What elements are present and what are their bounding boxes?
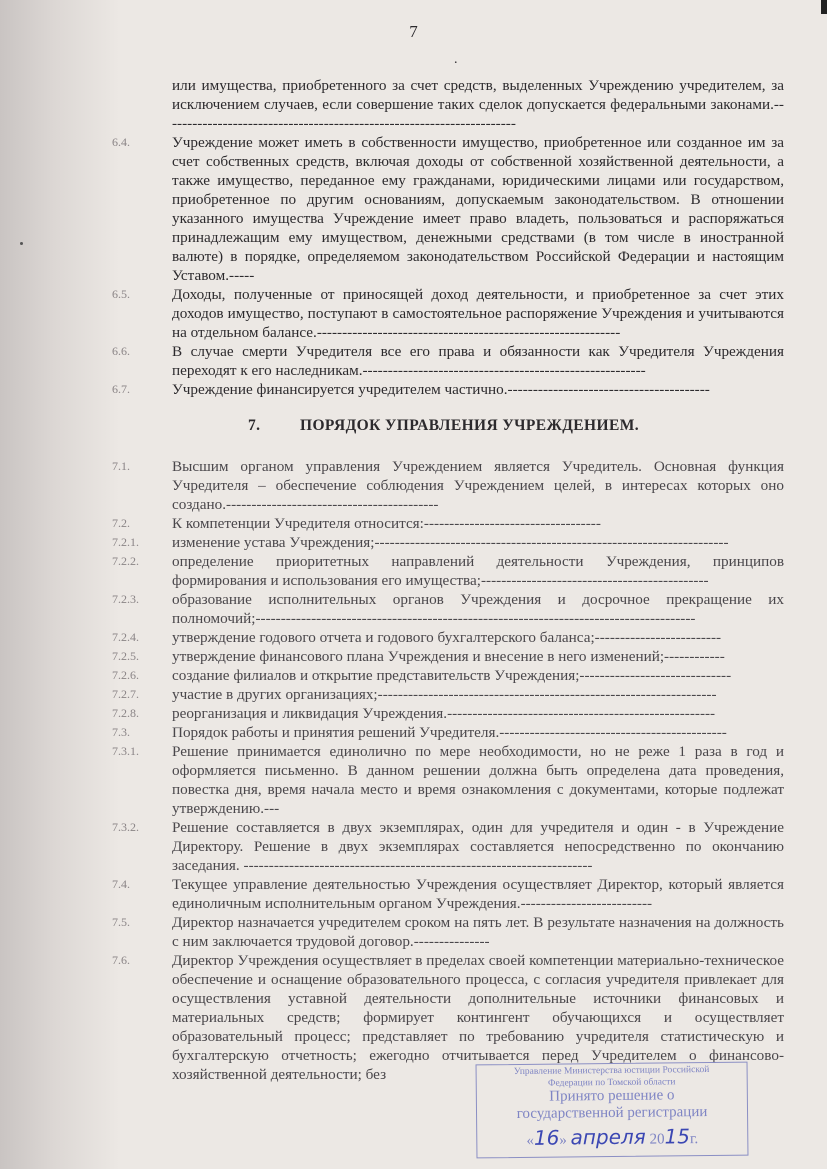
section-number: 7. [248, 417, 261, 434]
stamp-line1: Принято решение о [549, 1087, 675, 1105]
paragraph-number: 7.2.4. [112, 630, 139, 644]
corner-mark [821, 0, 827, 14]
paragraph-number: 6.7. [112, 382, 130, 396]
paragraph-number: 7.2.5. [112, 649, 139, 663]
paragraph [112, 590, 784, 628]
paragraph-text: Решение составляется в двух экземплярах, один для учредителя и один - в Учреждение Директору. Решение в двух экземплярах составляется непосредственно по окончанию заседания. --------------------------------------------------------------------- [172, 819, 784, 874]
paragraph-number: 7.2.1. [112, 535, 139, 549]
paragraph-text: Решение принимается единолично по мере необходимости, но не реже 1 раза в год и оформляется письменно. В данном решении должна быть определена дата проведения, повестка дня, время начала место и время ознакомления с документами, которые подлежат утверждению.--- [172, 743, 784, 817]
paragraph [112, 818, 784, 875]
paragraph-text: Учреждение финансируется учредителем частично.---------------------------------------- [172, 381, 710, 398]
paragraph-number: 7.3.2. [112, 820, 139, 834]
paragraphs-top [0, 76, 827, 399]
paragraph-text: Высшим органом управления Учреждением является Учредитель. Основная функция Учредителя – обеспечение соблюдения Учреждением целей, в интересах которых оно создано.------------------------------------------ [172, 458, 784, 513]
paragraph-text: Порядок работы и принятия решений Учредителя.--------------------------------------------- [172, 724, 727, 741]
stamp-line2: государственной регистрации [516, 1104, 708, 1122]
paragraph [112, 133, 784, 285]
paragraph-text: Директор Учреждения осуществляет в пределах своей компетенции материально-техническое обеспечение и оснащение образовательного процесса, с согласия учредителя привлекает для осуществления уставной деятельности дополнительные источники финансовых и материальных средств; формирует контингент обучающихся и осуществляет образовательный процесс; представляет по требованию учредителя статистическую и бухгалтерскую отчетность; ежегодно отчитывается перед Учредителем о финансово-хозяйственной деятельности; без [172, 952, 784, 1083]
paragraphs-bottom [0, 457, 827, 1084]
section-title: ПОРЯДОК УПРАВЛЕНИЯ УЧРЕЖДЕНИЕМ. [300, 417, 640, 434]
paragraph-number: 7.2.7. [112, 687, 139, 701]
paragraph [112, 704, 784, 723]
paragraph-text: участие в других организациях;------------------------------------------------------------------- [172, 686, 717, 703]
paragraph-number: 7.4. [112, 877, 130, 891]
stamp-org-line1: Управление Министерства юстиции Российской [513, 1064, 710, 1078]
paragraph [112, 552, 784, 590]
paragraph-text: образование исполнительных органов Учреждения и досрочное прекращение их полномочий;--------------------------------------------------------------------------------------- [172, 591, 784, 627]
stamp-year-suffix: 15 [664, 1124, 691, 1149]
paragraph-number: 7.2. [112, 516, 130, 530]
paragraph [112, 514, 784, 533]
paragraph [112, 742, 784, 818]
paragraph-text: Доходы, полученные от приносящей доход деятельности, и приобретенное за счет этих доходов имущество, поступают в самостоятельное распоряжение Учреждения и учитываются на отдельном балансе.------------------------------------------------------------ [172, 286, 784, 341]
stamp-year-end: г. [689, 1131, 699, 1148]
paragraph-text: определение приоритетных направлений деятельности Учреждения, принципов формирования и использования его имущества;--------------------------------------------- [172, 553, 784, 589]
paragraph [112, 457, 784, 514]
paragraph-text: утверждение финансового плана Учреждения и внесение в него изменений;------------ [172, 648, 725, 665]
registration-stamp [476, 1062, 749, 1159]
paragraph-number: 7.3. [112, 725, 130, 739]
section-heading [0, 417, 827, 439]
paragraph [172, 76, 784, 133]
paragraph [112, 723, 784, 742]
paragraph [112, 647, 784, 666]
paragraph-text: К компетенции Учредителя относится:----------------------------------- [172, 515, 601, 532]
paragraph [112, 533, 784, 552]
paragraph [112, 342, 784, 380]
stamp-month: апреля [570, 1124, 646, 1150]
paragraph [112, 628, 784, 647]
document-body [0, 76, 827, 1084]
paragraph-text: утверждение годового отчета и годового бухгалтерского баланса;------------------------- [172, 629, 722, 646]
stamp-day: 16 [533, 1125, 560, 1150]
paragraph-number: 7.1. [112, 459, 130, 473]
paragraph-number: 7.2.8. [112, 706, 139, 720]
paragraph [112, 685, 784, 704]
paragraph-number: 7.2.6. [112, 668, 139, 682]
paragraph [112, 666, 784, 685]
paragraph [112, 380, 784, 399]
paragraph-text: реорганизация и ликвидация Учреждения.----------------------------------------------------- [172, 705, 716, 722]
stamp-year-prefix: 20 [649, 1131, 665, 1148]
paragraph-text: изменение устава Учреждения;---------------------------------------------------------------------- [172, 534, 729, 551]
paragraph-text: создание филиалов и открытие представительств Учреждения;------------------------------ [172, 667, 732, 684]
stamp-org-line2: Федерации по Томской области [547, 1077, 676, 1089]
dot-mark: . [454, 52, 458, 67]
paragraph-number: 7.3.1. [112, 744, 139, 758]
stamp-date-close: » [559, 1132, 567, 1149]
paragraph [112, 913, 784, 951]
page-number: 7 [409, 22, 418, 41]
stamp-date-open: « [526, 1132, 535, 1149]
paragraph-text: Учреждение может иметь в собственности имущество, приобретенное или созданное им за счет собственных средств, включая доходы от собственной хозяйственной деятельности, а также имущество, переданное ему гражданами, юридическими лицами или государством, приобретенное по другим основаниям, допускаемым законодательством. В отношении указанного имущества Учреждение имеет право владеть, пользоваться и распоряжаться принадлежащим ему имуществом, денежными средствами (в том числе в иностранной валюте) в порядке, определяемом законодательством Российской Федерации и настоящим Уставом.----- [172, 134, 784, 284]
paragraph-number: 6.6. [112, 344, 130, 358]
paragraph-text: или имущества, приобретенного за счет средств, выделенных Учреждению учредителем, за исключением случаев, если совершение таких сделок допускается федеральными законами.---------------------------------------------------------------------- [172, 77, 784, 132]
paragraph-number: 7.5. [112, 915, 130, 929]
paragraph-number: 6.5. [112, 287, 130, 301]
paragraph-number: 7.2.3. [112, 592, 139, 606]
stamp-date [477, 1125, 747, 1153]
paragraph-number: 7.6. [112, 953, 130, 967]
paragraph [112, 875, 784, 913]
paragraph-number: 6.4. [112, 135, 130, 149]
paragraph-text: В случае смерти Учредителя все его права и обязанности как Учредителя Учреждения переходят к его наследникам.-------------------------------------------------------- [172, 343, 784, 379]
paragraph-text: Директор назначается учредителем сроком на пять лет. В результате назначения на должность с ним заключается трудовой договор.--------------- [172, 914, 784, 950]
paragraph [112, 285, 784, 342]
paragraph-text: Текущее управление деятельностью Учреждения осуществляет Директор, который является единоличным исполнительным органом Учреждения.-------------------------- [172, 876, 784, 912]
paragraph-number: 7.2.2. [112, 554, 139, 568]
